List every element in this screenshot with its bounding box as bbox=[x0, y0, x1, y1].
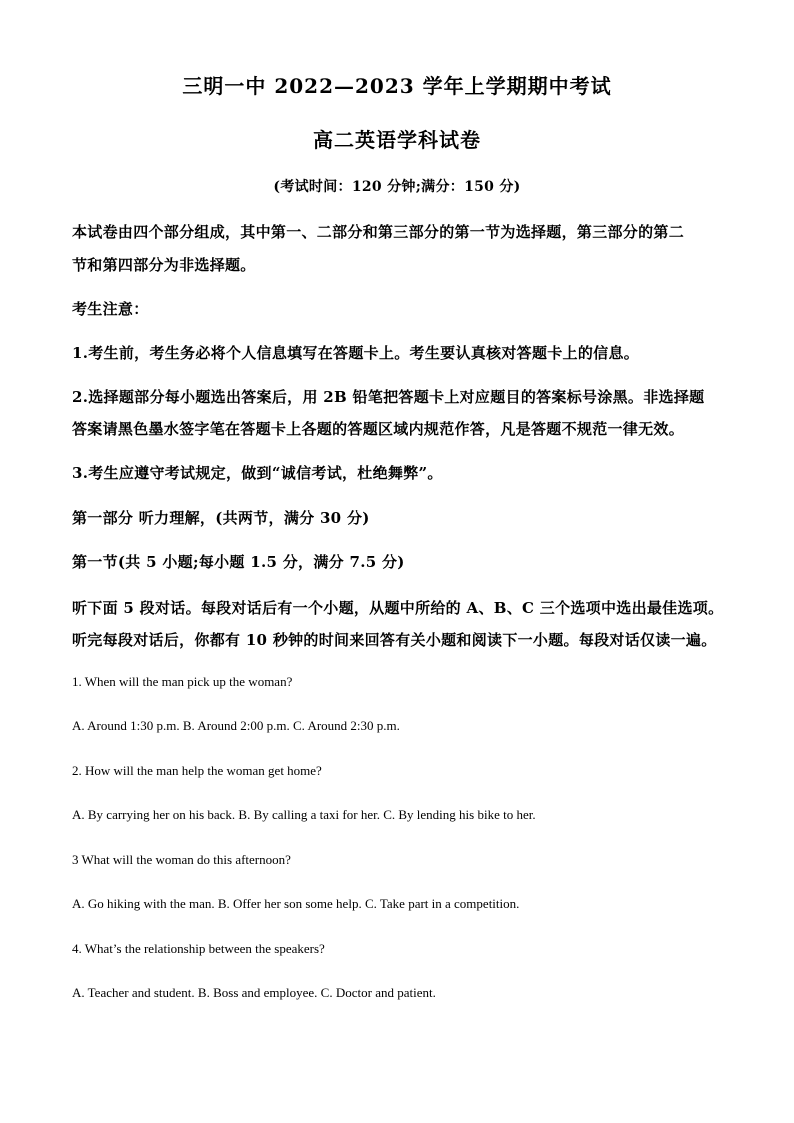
part-1-heading: 第一部分 听力理解，(共两节，满分 30 分) bbox=[72, 509, 370, 527]
question-3-options: A. Go hiking with the man. B. Offer her son some help. C. Take part in a competition. bbox=[72, 896, 520, 911]
question-2-options: A. By carrying her on his back. B. By calling a taxi for her. C. By lending his bike to her. bbox=[72, 807, 536, 822]
intro-text-line-1: 本试卷由四个部分组成，其中第一、二部分和第三部分的第一节为选择题，第三部分的第二 bbox=[72, 223, 685, 241]
listening-instructions-line-2: 听完每段对话后，你都有 10 秒钟的时间来回答有关小题和阅读下一小题。每段对话仅读一遍。 bbox=[72, 631, 717, 649]
notice-item-3: 3.考生应遵守考试规定，做到“诚信考试，杜绝舞弊”。 bbox=[72, 464, 443, 482]
question-1-text: 1. When will the man pick up the woman? bbox=[72, 674, 293, 689]
notice-item-2-line-2: 答案请黑色墨水签字笔在答题卡上各题的答题区域内规范作答，凡是答题不规范一律无效。 bbox=[72, 420, 685, 438]
question-1-options: A. Around 1:30 p.m. B. Around 2:00 p.m. C. Around 2:30 p.m. bbox=[72, 718, 400, 733]
listening-instructions-line-1: 听下面 5 段对话。每段对话后有一个小题，从题中所给的 A、B、C 三个选项中选出最佳选项。 bbox=[72, 599, 724, 617]
intro-text-line-2: 节和第四部分为非选择题。 bbox=[72, 256, 256, 274]
question-4-options: A. Teacher and student. B. Boss and employee. C. Doctor and patient. bbox=[72, 985, 436, 1000]
exam-subtitle: 高二英语学科试卷 bbox=[313, 128, 481, 152]
question-4-text: 4. What’s the relationship between the speakers? bbox=[72, 941, 325, 956]
section-1-heading: 第一节(共 5 小题;每小题 1.5 分，满分 7.5 分) bbox=[72, 553, 405, 571]
exam-info: (考试时间：120 分钟;满分：150 分) bbox=[273, 179, 521, 195]
notice-heading: 考生注意： bbox=[72, 300, 149, 318]
question-3-text: 3 What will the woman do this afternoon? bbox=[72, 852, 291, 867]
question-2-text: 2. How will the man help the woman get home? bbox=[72, 763, 322, 778]
notice-item-2-line-1: 2.选择题部分每小题选出答案后，用 2B 铅笔把答题卡上对应题目的答案标号涂黑。非选择题 bbox=[72, 388, 705, 406]
exam-title: 三明一中 2022—2023 学年上学期期中考试 bbox=[182, 74, 612, 98]
notice-item-1: 1.考生前，考生务必将个人信息填写在答题卡上。考生要认真核对答题卡上的信息。 bbox=[72, 344, 640, 362]
